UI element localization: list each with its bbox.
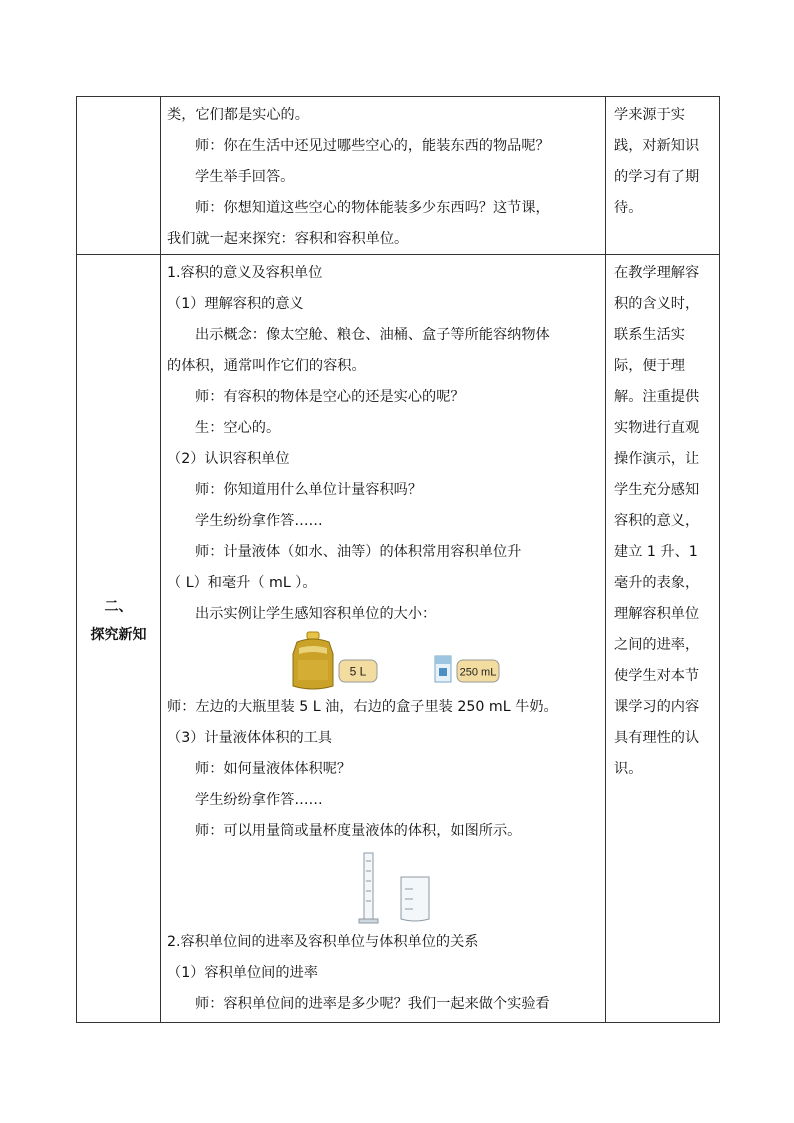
- text-line: 师：左边的大瓶里装 5 L 油，右边的盒子里装 250 mL 牛奶。: [167, 699, 558, 715]
- subsection-heading: （3）计量液体体积的工具: [167, 730, 333, 746]
- table-row: [77, 255, 720, 1023]
- note-line: 学来源于实: [614, 107, 685, 123]
- text-line: 师：你想知道这些空心的物体能装多少东西吗？这节课，: [195, 200, 550, 216]
- notes-cell: [606, 255, 720, 1023]
- text-line: 师：你知道用什么单位计量容积吗？: [195, 482, 423, 498]
- note-line: 课学习的内容: [614, 699, 700, 715]
- note-line: 联系生活实: [614, 327, 685, 343]
- note-line: 的学习有了期: [614, 169, 700, 185]
- note-line: 建立 1 升、1: [614, 544, 698, 560]
- text-line: 的体积，通常叫作它们的容积。: [167, 358, 366, 374]
- svg-text:5 L: 5 L: [349, 664, 367, 679]
- notes-cell: [606, 97, 720, 255]
- subsection-heading: （1）理解容积的意义: [167, 296, 304, 312]
- svg-text:250 mL: 250 mL: [459, 666, 497, 679]
- text-line: 学生举手回答。: [195, 169, 295, 185]
- stage-cell-empty: [77, 97, 161, 255]
- beaker-icon: [401, 877, 429, 921]
- text-line: 师：容积单位间的进率是多少呢？我们一起来做个实验看: [195, 996, 550, 1012]
- label-250ml: [457, 660, 499, 682]
- note-line: 理解容积单位: [614, 606, 700, 622]
- text-line: 师：计量液体（如水、油等）的体积常用容积单位升: [195, 544, 522, 560]
- content-cell: [161, 255, 606, 1023]
- note-line: 之间的进率，: [614, 637, 700, 653]
- stage-number: 二、: [104, 599, 133, 615]
- note-line: 容积的意义，: [614, 513, 700, 529]
- text-line: 生：空心的。: [195, 420, 281, 436]
- text-line: （ L）和毫升（ mL ）。: [167, 575, 317, 591]
- note-line: 实物进行直观: [614, 420, 700, 436]
- note-line: 积的含义时，: [614, 296, 700, 312]
- section-heading: 1.容积的意义及容积单位: [167, 265, 323, 281]
- text-line: 学生纷纷拿作答……: [195, 513, 323, 529]
- text-line: 师：可以用量筒或量杯度量液体的体积，如图所示。: [195, 823, 522, 839]
- text-line: 我们就一起来探究：容积和容积单位。: [167, 231, 409, 247]
- text-line: 师：有容积的物体是空心的还是实心的呢？: [195, 389, 465, 405]
- note-line: 毫升的表象，: [614, 575, 700, 591]
- measuring-tools-figure: [167, 847, 601, 927]
- subsection-heading: （1）容积单位间的进率: [167, 965, 318, 981]
- note-line: 学生充分感知: [614, 482, 700, 498]
- milk-box-icon: [435, 656, 451, 682]
- unit-examples-figure: [167, 630, 601, 692]
- text-line: 师：如何量液体体积呢？: [195, 761, 352, 777]
- text-line: 师：你在生活中还见过哪些空心的，能装东西的物品呢？: [195, 138, 550, 154]
- measuring-cylinder-icon: [359, 853, 378, 923]
- text-line: 出示实例让学生感知容积单位的大小：: [195, 606, 437, 622]
- note-line: 待。: [614, 200, 643, 216]
- text-line: 出示概念：像太空舱、粮仓、油桶、盒子等所能容纳物体: [195, 327, 550, 343]
- stage-title: 探究新知: [90, 627, 147, 643]
- text-line: 类，它们都是实心的。: [167, 107, 309, 123]
- label-5l: [339, 660, 377, 682]
- content-cell: [161, 97, 606, 255]
- section-heading: 2.容积单位间的进率及容积单位与体积单位的关系: [167, 934, 479, 950]
- note-line: 识。: [614, 761, 643, 777]
- note-line: 具有理性的认: [614, 730, 700, 746]
- subsection-heading: （2）认识容积单位: [167, 451, 290, 467]
- oil-bottle-icon: [293, 632, 333, 689]
- text-line: 学生纷纷拿作答……: [195, 792, 323, 808]
- note-line: 解。注重提供: [614, 389, 700, 405]
- note-line: 操作演示，让: [614, 451, 700, 467]
- lesson-table: [76, 96, 720, 1023]
- note-line: 践，对新知识: [614, 138, 700, 154]
- note-line: 际，便于理: [614, 358, 685, 374]
- stage-cell: [77, 255, 161, 1023]
- note-line: 在教学理解容: [614, 265, 700, 281]
- note-line: 使学生对本节: [614, 668, 700, 684]
- table-row: [77, 97, 720, 255]
